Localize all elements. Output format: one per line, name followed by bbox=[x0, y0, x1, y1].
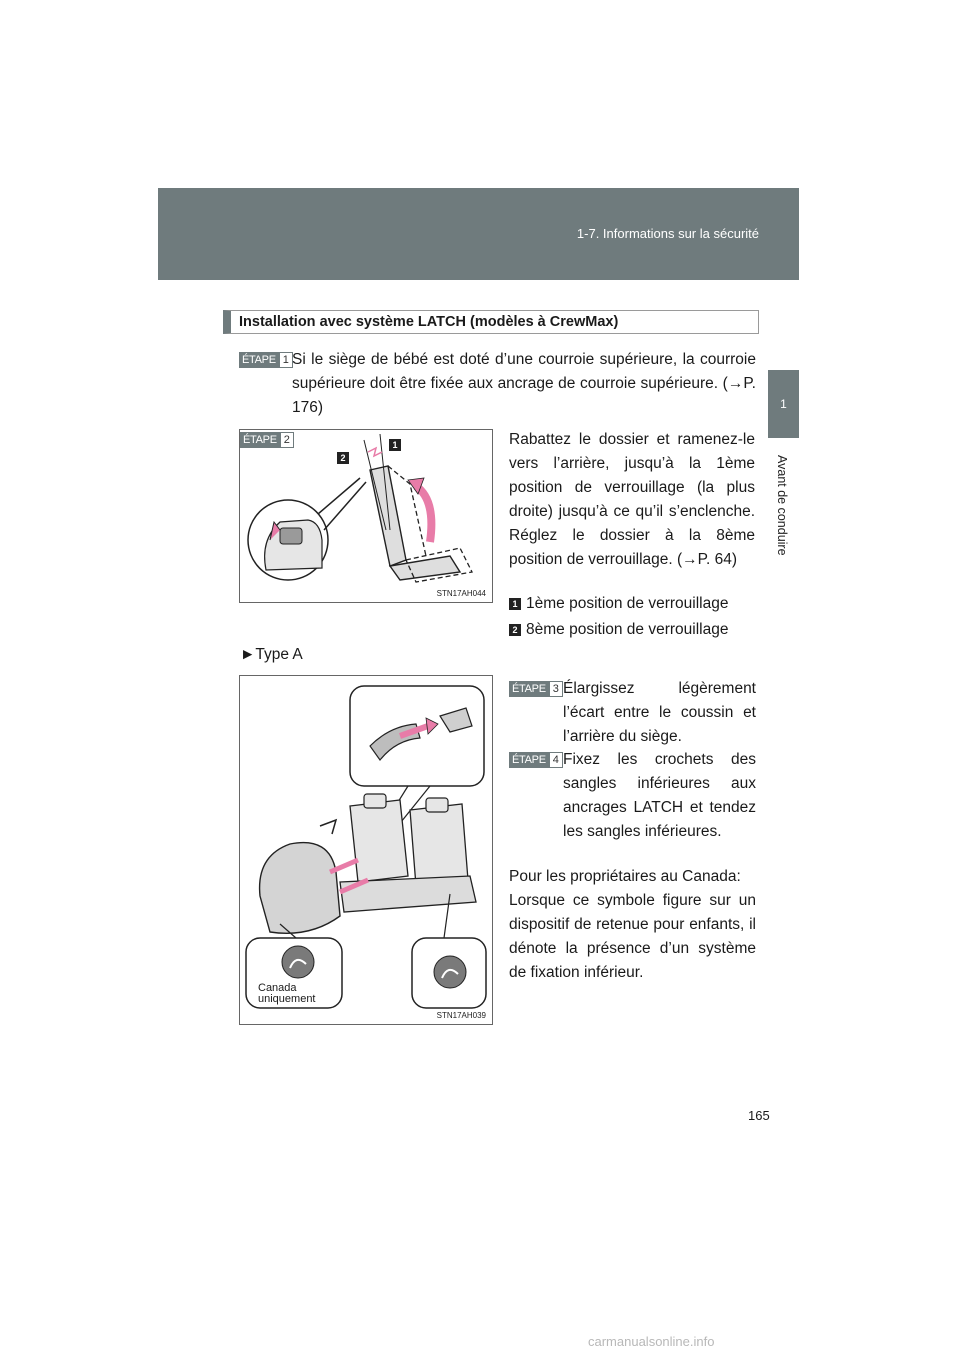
figure-2-code: STN17AH039 bbox=[436, 1011, 486, 1020]
step-badge-2: ÉTAPE 2 bbox=[240, 432, 294, 448]
seat-illustration bbox=[240, 430, 492, 602]
legend-1-marker: 1 bbox=[509, 598, 521, 610]
callout-2-marker: 2 bbox=[337, 452, 349, 464]
type-a-label: ►Type A bbox=[240, 646, 303, 663]
canada-only-label: Canada uniquement bbox=[258, 982, 316, 1005]
section-breadcrumb: 1-7. Informations sur la sécurité bbox=[576, 226, 759, 241]
chapter-label: Avant de conduire bbox=[775, 455, 789, 556]
latch-illustration bbox=[240, 676, 492, 1024]
step-3-text: Élargissez légèrement l’écart entre le coussin et l’arrière du siège. bbox=[563, 680, 756, 745]
figure-seatback bbox=[239, 429, 493, 603]
legend-2-text: 8ème position de verrouillage bbox=[526, 621, 729, 638]
header-band bbox=[158, 188, 799, 280]
step-badge-1: ÉTAPE 1 bbox=[239, 352, 293, 368]
canada-note: Pour les propriétaires au Canada: Lorsque ce symbole figure sur un dispositif de retenue pour enfants, il dénote la présence d’un système de fixation inférieur. bbox=[509, 868, 756, 981]
callout-1-marker: 1 bbox=[389, 439, 401, 451]
figure-latch bbox=[239, 675, 493, 1025]
step-2-text: Rabattez le dossier et ramenez-le vers l’arrière, jusqu’à la 1ème position de verrouillage (la plus droite) jusqu’à ce qu’il s’enclenche. Réglez le dossier à la 8ème position de verrouillage. (→P. 64) bbox=[509, 431, 755, 568]
step-badge-3: ÉTAPE 3 bbox=[509, 681, 563, 697]
figure-1-code: STN17AH044 bbox=[436, 589, 486, 598]
watermark: carmanualsonline.info bbox=[588, 1334, 715, 1349]
legend-1-text: 1ème position de verrouillage bbox=[526, 595, 729, 612]
page-number: 165 bbox=[748, 1108, 770, 1123]
step-1-text: Si le siège de bébé est doté d’une courroie supérieure, la courroie supérieure doit être fixée aux ancrage de courroie supérieure. (→P. 176) bbox=[292, 351, 756, 416]
section-title: Installation avec système LATCH (modèles à CrewMax) bbox=[223, 310, 759, 334]
step-badge-4: ÉTAPE 4 bbox=[509, 752, 563, 768]
step-4-text: Fixez les crochets des sangles inférieures aux ancrages LATCH et tendez les sangles inférieures. bbox=[563, 751, 756, 840]
legend-2-marker: 2 bbox=[509, 624, 521, 636]
chapter-tab: 1 bbox=[768, 370, 799, 438]
